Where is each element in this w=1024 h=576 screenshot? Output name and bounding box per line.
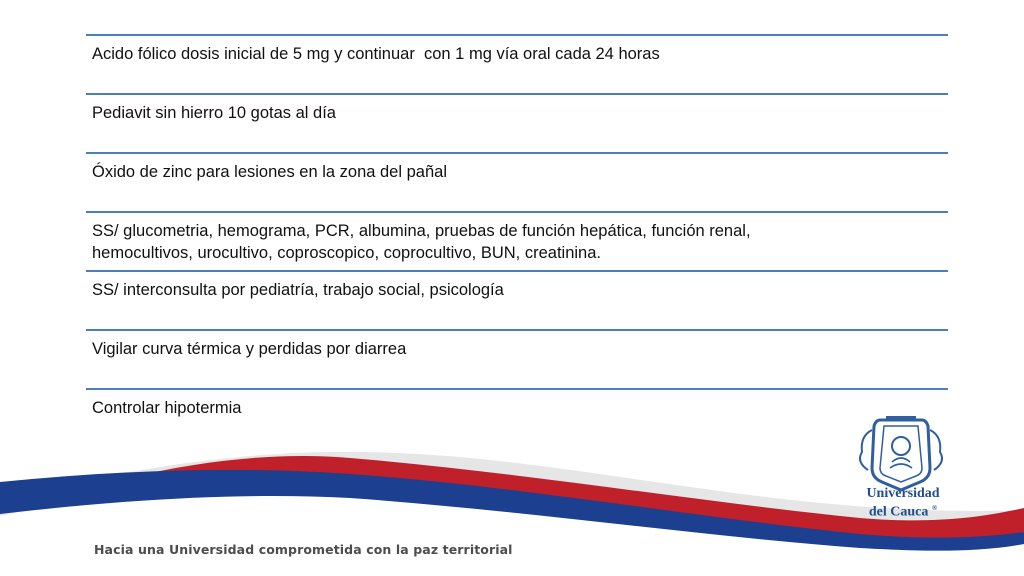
row-text: SS/ glucometria, hemograma, PCR, albumina, pruebas de función hepática, función renal, hemocultivos, urocultivo, coproscopico, coprocultivo, BUN, creatinina.	[92, 222, 751, 262]
list-row	[86, 329, 948, 388]
list-row	[86, 93, 948, 152]
university-name-line2	[848, 501, 958, 520]
row-text: Vigilar curva térmica y perdidas por diarrea	[92, 340, 407, 358]
row-text: Controlar hipotermia	[92, 399, 242, 417]
list-row	[86, 152, 948, 211]
university-name-line1: Universidad	[866, 486, 940, 501]
list-row	[86, 211, 948, 270]
university-name-line2-text: del Cauca	[868, 504, 929, 520]
row-text: Óxido de zinc para lesiones en la zona del pañal	[92, 163, 447, 181]
university-name	[848, 486, 958, 520]
list-row	[86, 34, 948, 93]
row-text: Pediavit sin hierro 10 gotas al día	[92, 104, 336, 122]
list-row	[86, 388, 948, 447]
row-text: SS/ interconsulta por pediatría, trabajo social, psicología	[92, 281, 504, 299]
footer-slogan: Hacia una Universidad comprometida con la paz territorial	[94, 542, 513, 557]
row-text: Acido fólico dosis inicial de 5 mg y continuar con 1 mg vía oral cada 24 horas	[92, 45, 660, 63]
instructions-list	[86, 34, 948, 447]
list-row	[86, 270, 948, 329]
registered-mark: ®	[931, 504, 938, 512]
